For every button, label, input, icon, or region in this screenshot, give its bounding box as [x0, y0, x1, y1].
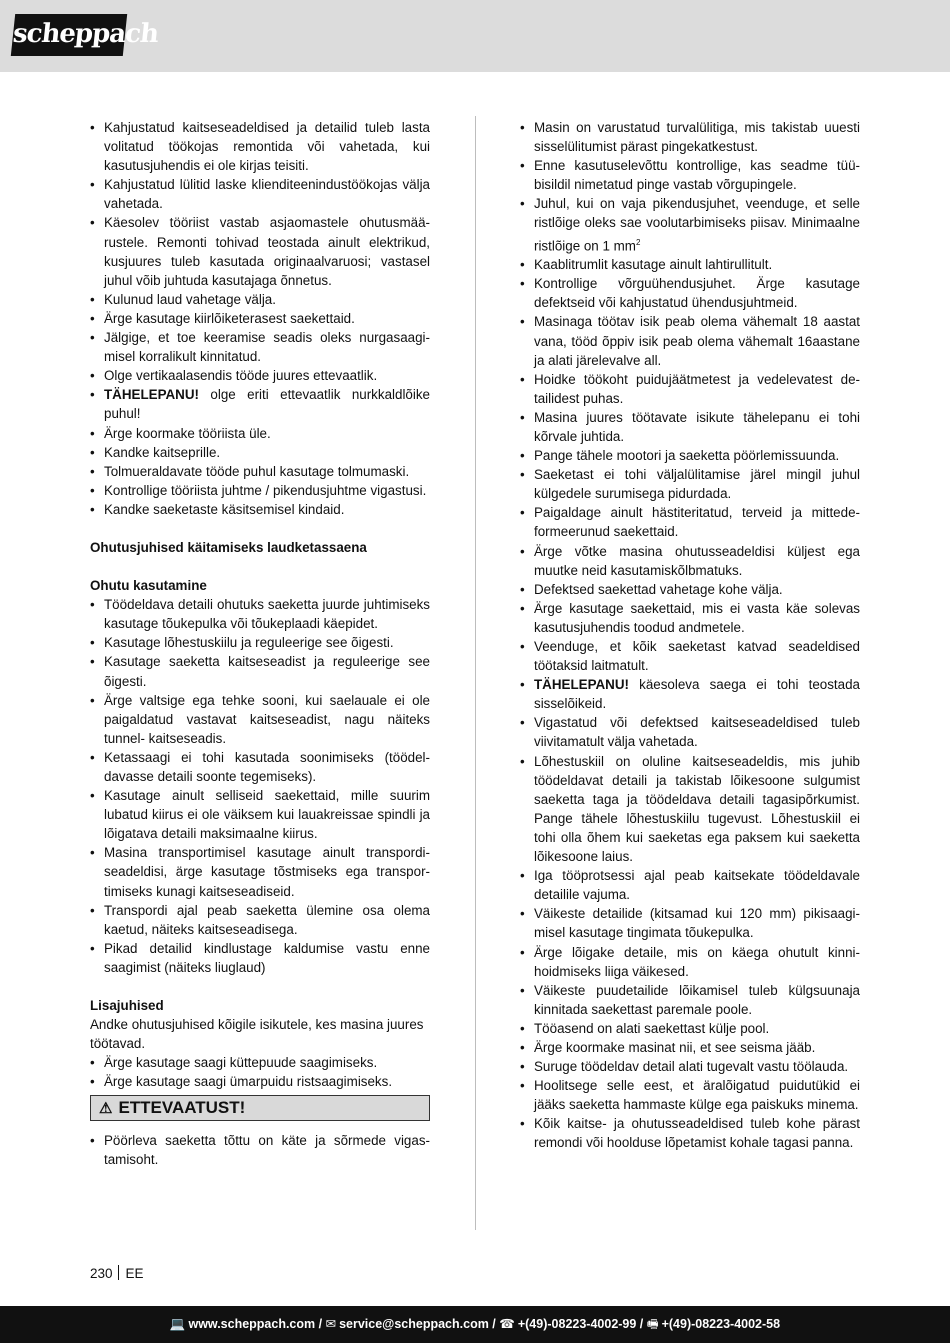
list-item: • Kontrollige võrguühendusjuhet. Ärge kasutage defektseid või kahjustatud ühendusjuhtmeid. [520, 274, 860, 312]
list-item: • Ärge kasutage saekettaid, mis ei vasta käe solevas kasutusjuhendis toodud andmetele. [520, 599, 860, 637]
footer-bar [0, 1306, 950, 1343]
list-item: • Suruge töödeldav detail alati tugevalt vastu töölauda. [520, 1057, 860, 1076]
page-number [90, 1265, 144, 1283]
list-item: • Masina juures töötavate isikute tähelepanu ei tohi kõrvale juhtida. [520, 408, 860, 446]
list-item: • Hoolitsege selle eest, et äralõigatud puidutükid ei jääks saeketta hammaste külge ega paiskuks minema. [520, 1076, 860, 1114]
list-item: • Hoidke töökoht puidujäätmetest ja vedelevatest detailidest puhas. [520, 370, 860, 408]
list-item: • Ärge valtsige ega tehke sooni, kui saelauale ei ole paigaldatud vastavat kaitseseadist, nagu näiteks tunnel- kaitseseadis. [90, 691, 430, 748]
list-item: • Masin on varustatud turvalülitiga, mis takistab uuesti sisselülitumist pärast pingekatkestust. [520, 118, 860, 156]
bullet-list [90, 595, 430, 977]
bullet-list [520, 675, 860, 713]
list-item: • Ärge koormake tööriista üle. [90, 424, 430, 443]
caution-box [90, 1095, 430, 1121]
list-item: • Töödeldava detaili ohutuks saeketta juurde juhtimiseks kasutage tõukepulka või tõukeplaadi käepidet. [90, 595, 430, 633]
warning-triangle-icon: ⚠ [99, 1099, 113, 1117]
list-item: • Ärge kasutage saagi küttepuude saagimiseks. [90, 1053, 430, 1072]
list-item: • Olge vertikaalasendis tööde juures ettevaatlik. [90, 366, 430, 385]
list-item: • Kasutage saeketta kaitseseadist ja reguleerige see õigesti. [90, 652, 430, 690]
list-item: • Kaablitrumlit kasutage ainult lahtirullitult. [520, 255, 860, 274]
list-item: • Väikeste puudetailide lõikamisel tuleb külgsuunaja kinnitada saekettast paremale poole. [520, 981, 860, 1019]
bullet-list [90, 424, 430, 519]
list-item: • Saeketast ei tohi väljalülitamise järel mingil juhul külgedele surumisega pidurdada. [520, 465, 860, 503]
list-item: • Kõik kaitse- ja ohutusseadeldised tuleb kohe pärast remondi või hoolduse lõpetamist kohale tagasi panna. [520, 1114, 860, 1152]
list-item: • Pöörleva saeketta tõttu on käte ja sõrmede vigastamisoht. [90, 1131, 430, 1169]
attention-label: TÄHELEPANU! [104, 387, 199, 403]
list-item: • Ärge kasutage kiirlõiketerasest saekettaid. [90, 309, 430, 328]
list-item: • Tolmueraldavate tööde puhul kasutage tolmumaski. [90, 462, 430, 481]
list-item: • Pikad detailid kindlustage kaldumise vastu enne saagimist (näiteks liuglaud) [90, 939, 430, 977]
bullet-list [90, 118, 430, 385]
list-item: • Kahjustatud lülitid laske klienditeenindustöökojas välja vahetada. [90, 175, 430, 213]
list-item: • Ärge võtke masina ohutusseadeldisi küljest ega muutke neid kasutamiskõlbmatuks. [520, 542, 860, 580]
list-item: • Vigastatud või defektsed kaitseseadeldised tuleb viivitamatult välja vahetada. [520, 713, 860, 751]
footer-fax: +(49)-08223-4002-58 [661, 1317, 781, 1331]
list-item: • Kasutage ainult selliseid saekettaid, mille suurim lubatud kiirus ei ole väiksem kui lauakreissae spindli ja lõigatava detaili maksimaalne kiirus. [90, 786, 430, 843]
extra-text: Andke ohutusjuhised kõigile isikutele, kes masina juures töötavad. [90, 1017, 424, 1052]
list-item: • Transpordi ajal peab saeketta ülemine osa olema kaetud, näiteks kaitseseadisega. [90, 901, 430, 939]
list-item: • Ketassaagi ei tohi kasutada soonimiseks (töödeldavasse detaili soonte tegemiseks). [90, 748, 430, 786]
left-column [90, 118, 430, 1169]
footer-web: www.scheppach.com / [188, 1317, 323, 1331]
attention-label: TÄHELEPANU! [534, 677, 629, 693]
list-item: • Lõhestuskiil on oluline kaitseseadeldis, mis juhib töödeldavat detaili ja takistab lõikesoone sulgumist saeketta taga ja töödeldava detaili tagasipõrkumist. Pange tähele lõhestuskiilu tugevust. Lõhestuskiil ei tohi olla õhem kui saeketas ega paksem kui saeketta lõikesoone laius. [520, 752, 860, 867]
list-item: • Masina transportimisel kasutage ainult transpordiseadeldisi, ärge kasutage tõstmiseks ega transportimiseks kunagi kaitseseadiseid. [90, 843, 430, 900]
subsection-title: Ohutu kasutamine [90, 578, 207, 594]
cable-text: Juhul, kui on vaja pikendusjuhet, veenduge, et selle ristlõige oleks sae voolutarbimiseks piisav. Minimaalne ristlõige on 1 mm [534, 196, 860, 254]
right-column [520, 118, 860, 1153]
extra-title: Lisajuhised [90, 998, 164, 1014]
list-item: • Veenduge, et kõik saeketast katvad seadeldised töötaksid laitmatult. [520, 637, 860, 675]
list-item: • Iga tööprotsessi ajal peab kaitsekate töödeldavale detailile vajuma. [520, 866, 860, 904]
bullet-list [90, 1131, 430, 1169]
list-item: • Enne kasutuselevõttu kontrollige, kas seadme tüübisildil nimetatud pinge vastab võrgupingele. [520, 156, 860, 194]
phone-icon: ☎ [499, 1317, 515, 1331]
language-code: EE [125, 1266, 144, 1281]
brand-logo: scheppach [11, 14, 127, 56]
bullet-list [520, 255, 860, 675]
footer-mail: service@scheppach.com / [339, 1317, 496, 1331]
list-item: • Kasutage lõhestuskiilu ja reguleerige see õigesti. [90, 633, 430, 652]
fax-icon: 🖷 [646, 1317, 659, 1331]
mail-icon: ✉ [325, 1317, 337, 1331]
list-item [520, 675, 860, 713]
list-item: • Kahjustatud kaitseseadeldised ja detailid tuleb lasta volitatud töökojas remontida või vahetada, kui kasutusjuhendis ei ole kirjas teisiti. [90, 118, 430, 175]
list-item: • Ärge lõigake detaile, mis on käega ohutult kinnihoidmiseks liiga väikesed. [520, 943, 860, 981]
bullet-list [520, 713, 860, 1152]
list-item: • Jälgige, et toe keeramise seadis oleks nurgasaagimisel korralikult kinnitatud. [90, 328, 430, 366]
list-item: • Defektsed saekettad vahetage kohe välja. [520, 580, 860, 599]
list-item: • Tööasend on alati saekettast külje pool. [520, 1019, 860, 1038]
attention-text: olge eriti ettevaatlik nurkkaldlõike puhul! [104, 387, 430, 422]
list-item: • Kandke kaitseprille. [90, 443, 430, 462]
list-item: • Kontrollige tööriista juhtme / pikendusjuhtme vigastusi. [90, 481, 430, 500]
attention-text: käesoleva saega ei tohi teostada sisselõikeid. [534, 677, 860, 712]
list-item: • Pange tähele mootori ja saeketta pöörlemissuunda. [520, 446, 860, 465]
superscript: 2 [635, 237, 641, 247]
footer-phone: +(49)-08223-4002-99 / [517, 1317, 644, 1331]
bullet-list [90, 1053, 430, 1091]
list-item: • Kulunud laud vahetage välja. [90, 290, 430, 309]
page-number-value: 230 [90, 1266, 113, 1281]
bullet-list [520, 118, 860, 194]
computer-icon: 💻 [169, 1317, 186, 1331]
list-item: • Ärge koormake masinat nii, et see seisma jääb. [520, 1038, 860, 1057]
list-item: • Paigaldage ainult hästiteritatud, terveid ja mittedeformeerunud saekettaid. [520, 503, 860, 541]
list-item [520, 194, 860, 255]
column-divider [475, 116, 476, 1230]
list-item: • Masinaga töötav isik peab olema vähemalt 18 aastat vana, tööd õppiv isik peab olema vähemalt 16aastane ja alati järelevalve all. [520, 312, 860, 369]
list-item [90, 385, 430, 423]
section-title: Ohutusjuhised käitamiseks laudketassaena [90, 539, 367, 555]
header-band [0, 0, 950, 72]
bullet-list [90, 385, 430, 423]
list-item: • Väikeste detailide (kitsamad kui 120 mm) pikisaagimisel kasutage tingimata tõukepulka. [520, 904, 860, 942]
list-item: • Kandke saeketaste käsitsemisel kindaid. [90, 500, 430, 519]
list-item: • Käesolev tööriist vastab asjaomastele ohutusmäärustele. Remonti tohivad teostada ainult elektrikud, kusjuures tuleb kasutada originaalvaruosi; vastasel juhul võib juhtuda kasutajaga õnnetus. [90, 213, 430, 289]
caution-label: ETTEVAATUST! [118, 1097, 246, 1117]
bullet-list [520, 194, 860, 255]
list-item: • Ärge kasutage saagi ümarpuidu ristsaagimiseks. [90, 1072, 430, 1091]
